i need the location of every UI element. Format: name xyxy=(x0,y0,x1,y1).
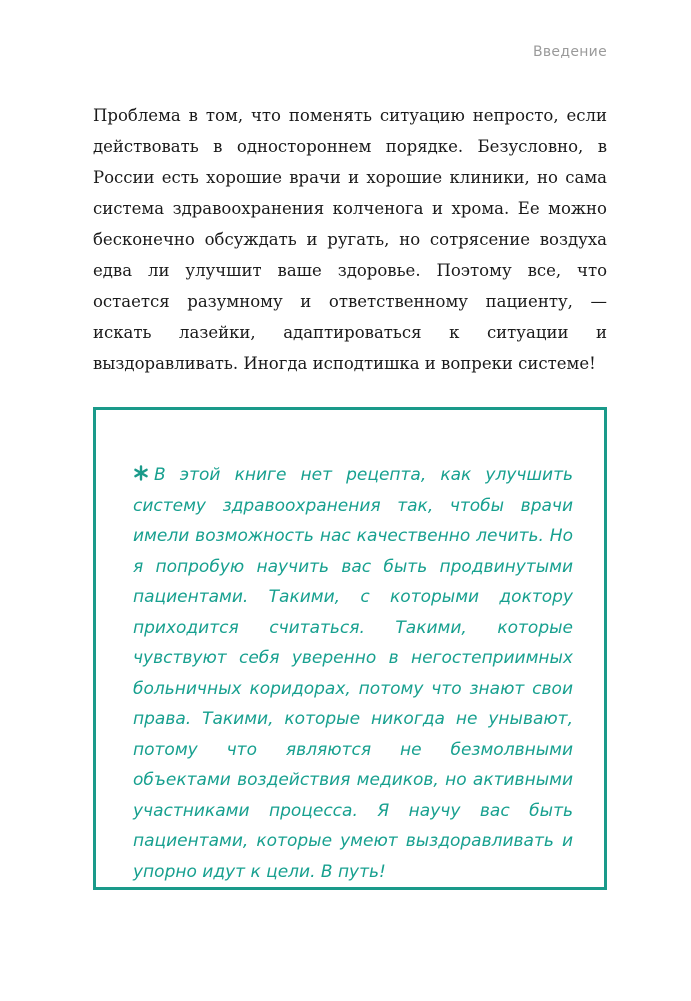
body-paragraph: Проблема в том, что поменять ситуацию непросто, если действовать в одностороннем порядке. Безусловно, в России есть хорошие врачи и хорошие клиники, но сама система здравоохранения колченога и хрома. Ее можно бесконечно обсуждать и ругать, но сотрясение воздуха едва ли улучшит ваше здоровье. Поэтому все, что остается разумному и ответственному пациенту, — искать лазейки, адаптироваться к ситуации и выздоравливать. Иногда исподтишка и вопреки системе! xyxy=(93,106,607,373)
asterisk-icon xyxy=(133,461,149,477)
callout-paragraph xyxy=(133,460,573,887)
running-head: Введение xyxy=(532,44,607,60)
callout-text: В этой книге нет рецепта, как улучшить систему здравоохранения так, чтобы врачи имели возможность нас качественно лечить. Но я попробую научить вас быть продвинутыми пациентами. Такими, с которыми доктору приходится считаться. Такими, которые чувствуют себя уверенно в негостеприимных больничных коридорах, потому что знают свои права. Такими, которые никогда не унывают, потому что являются не безмолвными объектами воздействия медиков, но активными участниками процесса. Я научу вас быть пациентами, которые умеют выздоравливать и упорно идут к цели. В путь! xyxy=(133,465,573,882)
callout-box xyxy=(93,407,607,890)
